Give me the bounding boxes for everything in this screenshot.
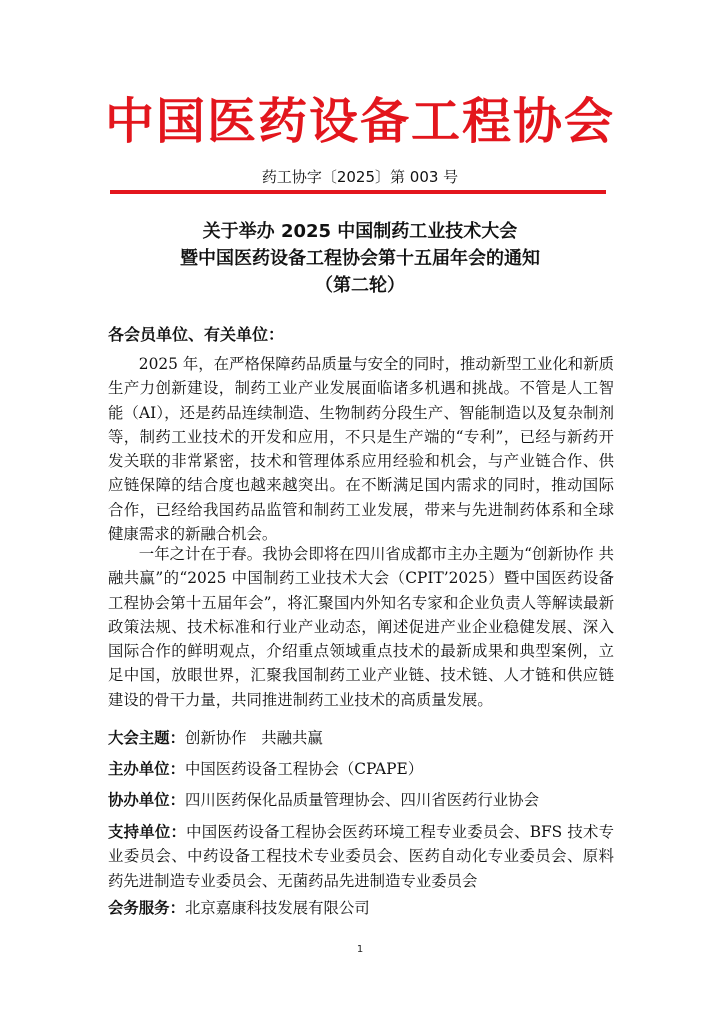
conference-services-value: 北京嘉康科技发展有限公司 [184,899,370,917]
host-organization-label: 主办单位： [108,760,185,778]
body-paragraph-1: 2025 年，在严格保障药品质量与安全的同时，推动新型工业化和新质生产力创新建设，制药工业产业发展面临诸多机遇和挑战。不管是人工智能（AI），还是药品连续制造、生物制药分段生产、智能制造以及复杂制剂等，制药工业技术的开发和应用，不只是生产端的“专利”，已经与新药开发关联的非常紧密，技术和管理体系应用经验和机会，与产业链合作、供应链保障的结合度也越来越突出。在不断满足国内需求的同时，推动国际合作，已经给我国药品监管和制药工业发展，带来与先进制药体系和全球健康需求的新融合机会。 [108,355,614,544]
red-divider-line [110,190,606,194]
notice-title-line-1: 关于举办 2025 中国制药工业技术大会 [202,221,518,242]
co-host-organizations-value: 四川医药保化品质量管理协会、四川省医药行业协会 [184,791,539,809]
document-number: 药工协字〔2025〕第 003 号 [261,168,459,186]
co-host-organizations [108,788,614,812]
salutation: 各会员单位、有关单位： [108,325,285,344]
organization-letterhead-title: 中国医药设备工程协会 [104,93,615,150]
conference-theme-label: 大会主题： [108,729,185,747]
page-number: 1 [356,944,364,955]
conference-services [108,896,614,920]
notice-title [0,218,720,299]
supporting-organizations [108,820,614,893]
notice-title-line-3: （第二轮） [315,275,405,296]
host-organization [108,757,614,781]
notice-title-line-2: 暨中国医药设备工程协会第十五届年会的通知 [180,248,540,269]
supporting-organizations-label: 支持单位： [108,823,187,841]
co-host-organizations-label: 协办单位： [108,791,185,809]
host-organization-value: 中国医药设备工程协会（CPAPE） [184,760,424,778]
conference-theme-value: 创新协作 共融共赢 [184,729,323,747]
body-paragraph-2: 一年之计在于春。我协会即将在四川省成都市主办主题为“创新协作 共融共赢”的“2025 中国制药工业技术大会（CPIT’2025）暨中国医药设备工程协会第十五届年会”，将汇聚国内外知名专家和企业负责人等解读最新政策法规、技术标准和行业产业动态，阐述促进产业企业稳健发展、深入国际合作的鲜明观点，介绍重点领域重点技术的最新成果和典型案例，立足中国，放眼世界，汇聚我国制药工业产业链、技术链、人才链和供应链建设的骨干力量，共同推进制药工业技术的高质量发展。 [108,545,614,709]
supporting-organizations-value: 中国医药设备工程协会医药环境工程专业委员会、BFS 技术专业委员会、中药设备工程技术专业委员会、医药自动化专业委员会、原料药先进制造专业委员会、无菌药品先进制造专业委员会 [108,823,614,890]
conference-services-label: 会务服务： [108,899,185,917]
conference-theme [108,726,614,750]
